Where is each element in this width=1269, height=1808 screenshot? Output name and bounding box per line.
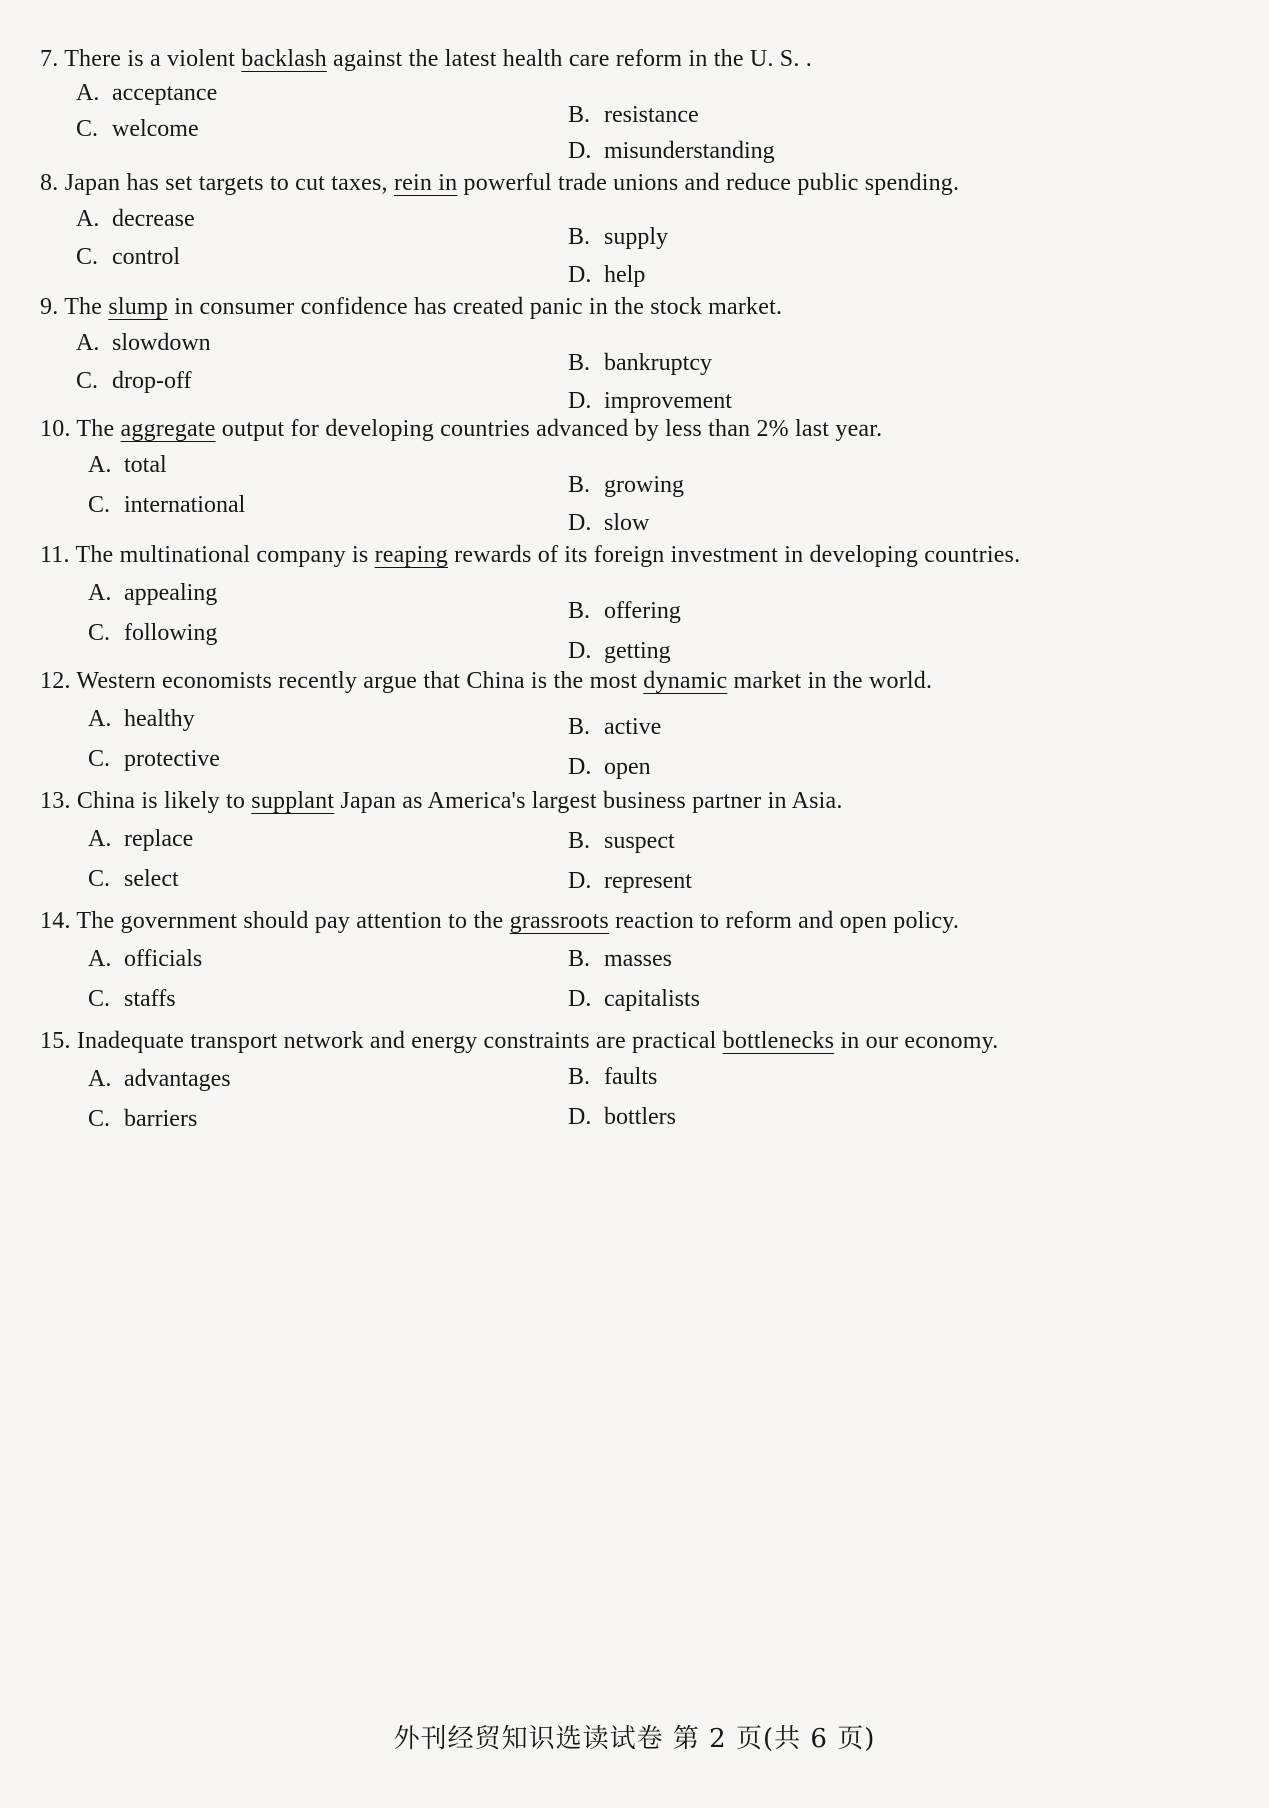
option-b (568, 712, 661, 742)
option-a (88, 578, 217, 608)
option-text: control (112, 244, 180, 270)
question-12 (0, 666, 1269, 786)
stem-text-before: The (64, 294, 109, 320)
stem-text-after: powerful trade unions and reduce public spending. (457, 170, 960, 196)
question-9 (0, 292, 1269, 412)
option-letter: D. (568, 986, 592, 1012)
option-c (88, 744, 220, 774)
question-7 (0, 44, 1269, 164)
option-text: acceptance (112, 80, 218, 106)
option-letter: A. (88, 452, 112, 478)
question-stem (40, 168, 1209, 198)
option-a (88, 1064, 231, 1094)
option-text: bankruptcy (604, 350, 712, 376)
option-text: healthy (124, 706, 195, 732)
stem-text-before: There is a violent (64, 46, 242, 72)
option-letter: C. (88, 746, 111, 772)
option-letter: A. (88, 826, 112, 852)
option-text: drop-off (112, 368, 192, 394)
question-13 (0, 786, 1269, 906)
option-d (568, 508, 649, 538)
option-a (76, 204, 195, 234)
option-letter: D. (568, 388, 592, 414)
option-letter: C. (88, 986, 111, 1012)
option-c (76, 114, 199, 144)
option-c (88, 984, 176, 1014)
option-d (568, 636, 671, 666)
stem-text-after: against the latest health care reform in the U. S. . (326, 46, 812, 72)
stem-text-after: market in the world. (727, 668, 933, 694)
stem-text-after: rewards of its foreign investment in developing countries. (447, 542, 1021, 568)
option-text: slowdown (112, 330, 211, 356)
stem-text-after: in consumer confidence has created panic in the stock market. (168, 294, 783, 320)
question-number: 8. (40, 170, 59, 196)
option-letter: A. (76, 330, 100, 356)
underlined-term: dynamic (643, 668, 728, 694)
stem-text-before: Western economists recently argue that China is the most (76, 668, 644, 694)
option-text: suspect (604, 828, 675, 854)
option-text: open (604, 754, 651, 780)
option-b (568, 470, 684, 500)
underlined-term: backlash (241, 46, 327, 72)
option-a (88, 944, 202, 974)
option-letter: C. (88, 620, 111, 646)
option-text: masses (604, 946, 672, 972)
question-14 (0, 906, 1269, 1026)
question-number: 10. (40, 416, 71, 442)
option-c (88, 490, 245, 520)
option-letter: D. (568, 638, 592, 664)
option-text: misunderstanding (604, 138, 775, 164)
option-letter: C. (76, 116, 99, 142)
stem-text-before: Inadequate transport network and energy constraints are practical (76, 1028, 723, 1054)
option-letter: D. (568, 754, 592, 780)
option-b (568, 222, 668, 252)
option-text: international (124, 492, 246, 518)
option-text: officials (124, 946, 203, 972)
option-text: offering (604, 598, 681, 624)
stem-text-after: output for developing countries advanced by less than 2% last year. (215, 416, 883, 442)
option-text: faults (604, 1064, 658, 1090)
underlined-term: supplant (251, 788, 335, 814)
underlined-term: aggregate (120, 416, 216, 442)
option-letter: D. (568, 1104, 592, 1130)
option-letter: B. (568, 714, 591, 740)
option-a (88, 824, 193, 854)
option-letter: C. (76, 368, 99, 394)
underlined-term: reaping (374, 542, 448, 568)
option-c (76, 242, 180, 272)
option-letter: A. (88, 580, 112, 606)
option-d (568, 752, 651, 782)
question-number: 14. (40, 908, 71, 934)
option-text: staffs (124, 986, 176, 1012)
option-a (88, 704, 195, 734)
question-number: 11. (40, 542, 70, 568)
option-b (568, 596, 681, 626)
option-text: represent (604, 868, 692, 894)
option-text: improvement (604, 388, 732, 414)
option-d (568, 866, 692, 896)
option-letter: A. (76, 80, 100, 106)
option-letter: C. (88, 492, 111, 518)
option-d (568, 1102, 676, 1132)
option-letter: B. (568, 1064, 591, 1090)
option-a (76, 78, 217, 108)
option-d (568, 386, 732, 416)
option-a (88, 450, 167, 480)
option-c (88, 1104, 197, 1134)
option-text: following (124, 620, 218, 646)
option-c (88, 864, 179, 894)
page-footer: 外刊经贸知识选读试卷 第 2 页(共 6 页) (393, 1724, 876, 1754)
question-11 (0, 540, 1269, 664)
option-text: replace (124, 826, 194, 852)
stem-text-after: reaction to reform and open policy. (608, 908, 960, 934)
option-text: advantages (124, 1066, 231, 1092)
stem-text-before: Japan has set targets to cut taxes, (64, 170, 394, 196)
question-number: 7. (40, 46, 59, 72)
option-text: bottlers (604, 1104, 676, 1130)
option-letter: D. (568, 868, 592, 894)
question-number: 12. (40, 668, 71, 694)
option-letter: A. (88, 706, 112, 732)
option-text: help (604, 262, 646, 288)
question-stem (40, 414, 1209, 444)
question-stem (40, 292, 1209, 322)
question-number: 9. (40, 294, 59, 320)
option-letter: D. (568, 510, 592, 536)
stem-text-after: in our economy. (834, 1028, 999, 1054)
question-stem (40, 540, 1209, 570)
option-letter: B. (568, 946, 591, 972)
option-letter: D. (568, 138, 592, 164)
option-text: appealing (124, 580, 218, 606)
option-letter: B. (568, 472, 591, 498)
option-text: protective (124, 746, 220, 772)
option-letter: C. (88, 1106, 111, 1132)
option-text: barriers (124, 1106, 198, 1132)
stem-text-after: Japan as America's largest business partner in Asia. (334, 788, 843, 814)
option-text: total (124, 452, 167, 478)
stem-text-before: The government should pay attention to the (76, 908, 510, 934)
option-d (568, 260, 645, 290)
option-d (568, 984, 700, 1014)
option-letter: B. (568, 224, 591, 250)
question-stem (40, 666, 1209, 696)
stem-text-before: The (76, 416, 121, 442)
option-text: getting (604, 638, 671, 664)
option-b (568, 1062, 657, 1092)
option-text: slow (604, 510, 650, 536)
option-text: growing (604, 472, 684, 498)
option-text: supply (604, 224, 669, 250)
underlined-term: bottlenecks (722, 1028, 835, 1054)
option-b (568, 826, 675, 856)
option-letter: A. (88, 1066, 112, 1092)
question-stem (40, 1026, 1209, 1056)
option-text: active (604, 714, 662, 740)
stem-text-before: China is likely to (76, 788, 252, 814)
option-letter: C. (88, 866, 111, 892)
question-10 (0, 414, 1269, 534)
option-text: resistance (604, 102, 699, 128)
option-letter: A. (88, 946, 112, 972)
option-text: capitalists (604, 986, 700, 1012)
option-text: decrease (112, 206, 195, 232)
question-8 (0, 168, 1269, 288)
stem-text-before: The multinational company is (75, 542, 375, 568)
option-letter: B. (568, 350, 591, 376)
option-text: select (124, 866, 179, 892)
option-b (568, 348, 712, 378)
option-d (568, 136, 775, 166)
underlined-term: grassroots (509, 908, 609, 934)
option-letter: D. (568, 262, 592, 288)
option-b (568, 100, 699, 130)
option-letter: B. (568, 102, 591, 128)
question-stem (40, 44, 1209, 74)
option-letter: B. (568, 828, 591, 854)
underlined-term: rein in (393, 170, 458, 196)
question-stem (40, 786, 1209, 816)
option-letter: B. (568, 598, 591, 624)
option-c (88, 618, 217, 648)
underlined-term: slump (108, 294, 168, 320)
option-letter: A. (76, 206, 100, 232)
question-stem (40, 906, 1209, 936)
question-15 (0, 1026, 1269, 1146)
question-number: 15. (40, 1028, 71, 1054)
option-c (76, 366, 192, 396)
option-letter: C. (76, 244, 99, 270)
option-text: welcome (112, 116, 199, 142)
question-number: 13. (40, 788, 71, 814)
option-a (76, 328, 211, 358)
option-b (568, 944, 672, 974)
